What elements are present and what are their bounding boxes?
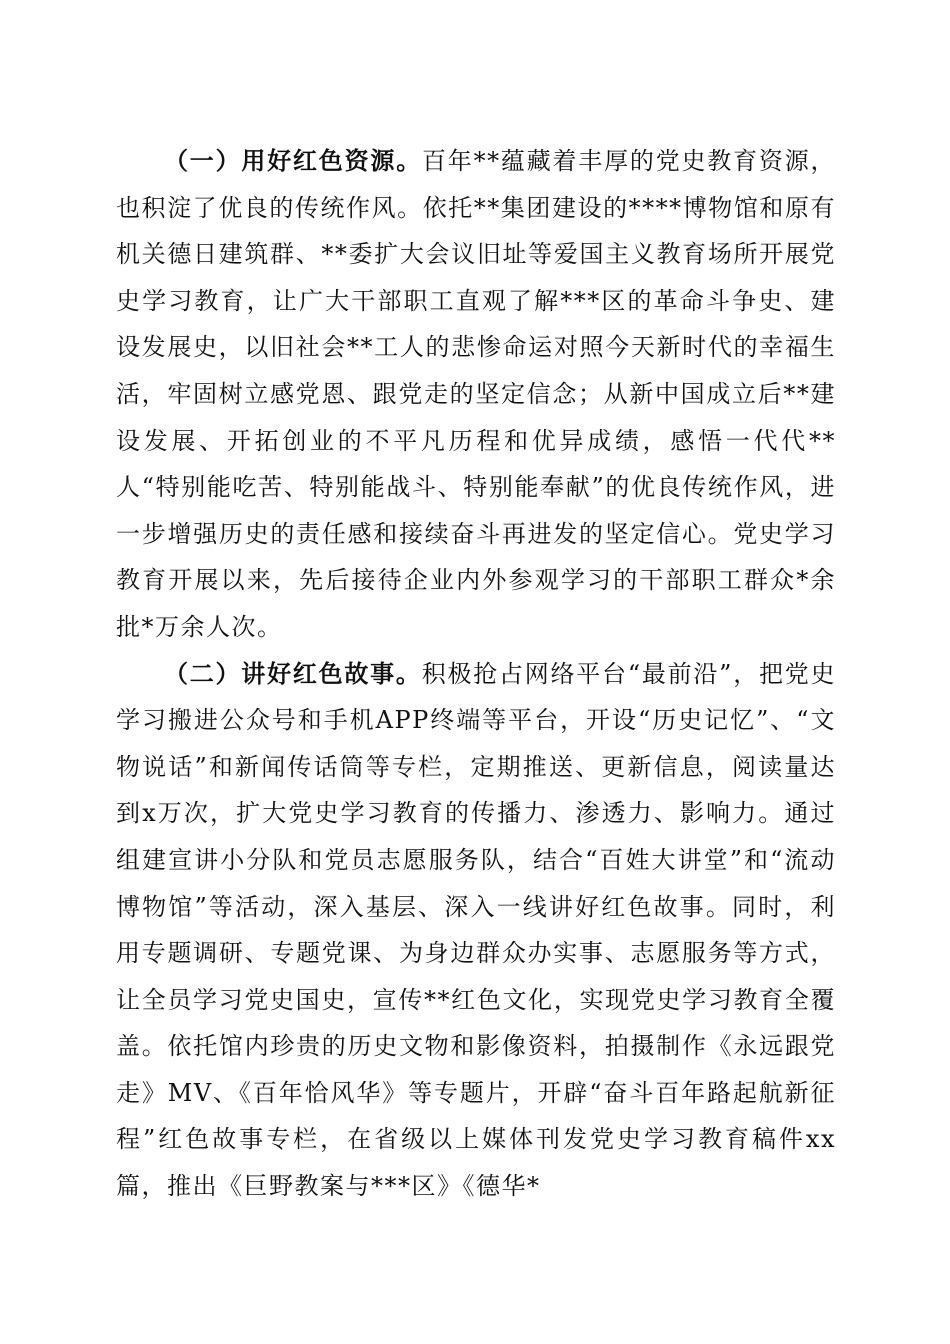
paragraph-heading: （一）用好红色资源。 [164, 146, 422, 175]
document-body [116, 138, 836, 1210]
paragraph-text: 积极抢占网络平台“最前沿”，把党史学习搬进公众号和手机APP终端等平台，开设“历史记忆”、“文物说话”和新闻传话筒等专栏，定期推送、更新信息，阅读量达到x万次，扩大党史学习教育的传播力、渗透力、影响力。通过组建宣讲小分队和党员志愿服务队，结合“百姓大讲堂”和“流动博物馆”等活动，深入基层、深入一线讲好红色故事。同时，利用专题调研、专题党课、为身边群众办实事、志愿服务等方式，让全员学习党史国史，宣传**红色文化，实现党史学习教育全覆盖。依托馆内珍贵的历史文物和影像资料，拍摄制作《永远跟党走》MV、《百年恰风华》等专题片，开辟“奋斗百年路起航新征程”红色故事专栏，在省级以上媒体刊发党史学习教育稿件xx篇，推出《巨野教案与***区》《德华* [116, 659, 837, 1201]
paragraph-text: 百年**蕴藏着丰厚的党史教育资源，也积淀了优良的传统作风。依托**集团建设的****博物馆和原有机关德日建筑群、**委扩大会议旧址等爱国主义教育场所开展党史学习教育，让广大干部职工直观了解***区的革命斗争史、建设发展史，以旧社会**工人的悲惨命运对照今天新时代的幸福生活，牢固树立感党恩、跟党走的坚定信念；从新中国成立后**建设发展、开拓创业的不平凡历程和优异成绩，感悟一代代**人“特别能吃苦、特别能战斗、特别能奉献”的优良传统作风，进一步增强历史的责任感和接续奋斗再进发的坚定信心。党史学习教育开展以来，先后接待企业内外参观学习的干部职工群众*余批*万余人次。 [116, 147, 836, 641]
paragraph-red-resources [116, 138, 836, 651]
paragraph-red-stories [116, 651, 836, 1210]
paragraph-heading: （二）讲好红色故事。 [164, 658, 422, 688]
